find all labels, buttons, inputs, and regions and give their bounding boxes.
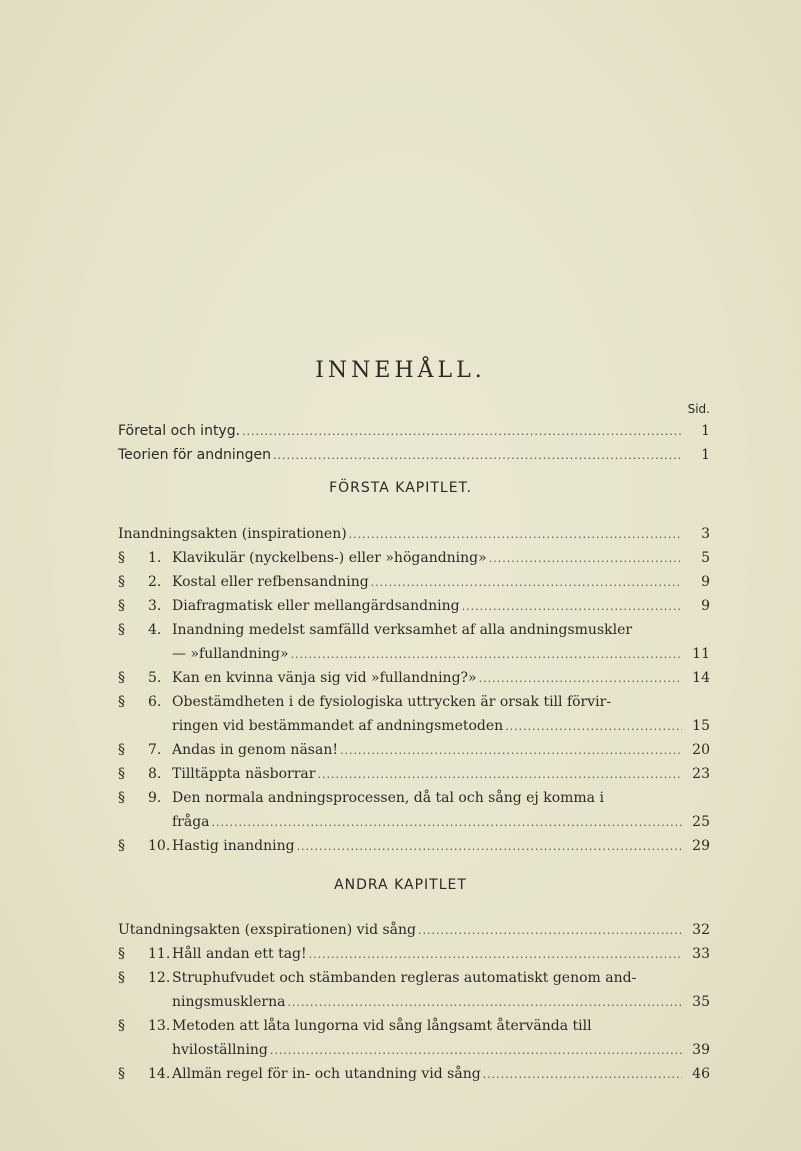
toc-entry-text: Hastig inandning — [172, 838, 295, 854]
leader-dots — [242, 420, 682, 444]
leader-dots — [489, 547, 682, 571]
toc-page-number: 25 — [692, 814, 710, 830]
toc-page-number: 1 — [701, 447, 710, 463]
toc-page-number: 46 — [692, 1066, 710, 1082]
section-number: 14. — [148, 1066, 171, 1082]
section-number: 2. — [148, 574, 162, 590]
toc-entry-section-6-cont[interactable] — [118, 714, 710, 738]
toc-entry-chapter2-lead[interactable] — [118, 918, 710, 942]
toc-entry-section-13[interactable] — [118, 1014, 710, 1038]
toc-entry-text: ningsmusklerna — [172, 994, 286, 1010]
toc-entry-text: Utandningsakten (exspirationen) vid sång — [118, 922, 416, 938]
toc-entry-text: Kostal eller refbensandning — [172, 574, 369, 590]
toc-page-number: 32 — [692, 922, 710, 938]
toc-entry-section-3[interactable] — [118, 594, 710, 618]
section-sign: § — [118, 970, 125, 986]
section-sign: § — [118, 598, 125, 614]
leader-dots — [371, 571, 682, 595]
leader-dots — [212, 811, 682, 835]
toc-page-number: 33 — [692, 946, 710, 962]
toc-entry-section-12[interactable] — [118, 966, 710, 990]
toc-entry-section-9[interactable] — [118, 786, 710, 810]
toc-entry-text: Den normala andningsprocessen, då tal och sång ej komma i — [172, 790, 604, 806]
section-number: 10. — [148, 838, 171, 854]
section-sign: § — [118, 670, 125, 686]
leader-dots — [287, 991, 682, 1015]
toc-entry-text: Teorien för andningen — [118, 447, 271, 463]
toc-entry-text: ringen vid bestämmandet af andningsmetoden — [172, 718, 504, 734]
section-sign: § — [118, 694, 125, 710]
chapter-heading-2: ANDRA KAPITLET — [334, 877, 467, 893]
section-number: 6. — [148, 694, 162, 710]
leader-dots — [297, 835, 682, 859]
toc-entry-section-1[interactable] — [118, 546, 710, 570]
leader-dots — [418, 919, 682, 943]
toc-entry-text: Håll andan ett tag! — [172, 946, 307, 962]
leader-dots — [273, 444, 682, 468]
toc-entry-section-13-cont[interactable] — [118, 1038, 710, 1062]
toc-entry-section-6[interactable] — [118, 690, 710, 714]
toc-page-number: 29 — [692, 838, 710, 854]
toc-entry-text: Andas in genom näsan! — [172, 742, 338, 758]
leader-dots — [309, 943, 682, 967]
section-sign: § — [118, 742, 125, 758]
leader-dots — [349, 523, 682, 547]
section-number: 3. — [148, 598, 162, 614]
toc-page-number: 35 — [692, 994, 710, 1010]
toc-page-number: 20 — [692, 742, 710, 758]
toc-page-number: 5 — [701, 550, 710, 566]
toc-entry-intro-1[interactable] — [118, 419, 710, 443]
toc-entry-text: hviloställning — [172, 1042, 268, 1058]
toc-page-number: 39 — [692, 1042, 710, 1058]
section-sign: § — [118, 946, 125, 962]
toc-entry-chapter1-lead[interactable] — [118, 522, 710, 546]
section-number: 1. — [148, 550, 162, 566]
page-column-label: Sid. — [687, 402, 710, 416]
leader-dots — [479, 667, 682, 691]
toc-page-number: 14 — [692, 670, 710, 686]
leader-dots — [270, 1039, 682, 1063]
page-title: INNEHÅLL. — [315, 358, 486, 383]
toc-entry-section-9-cont[interactable] — [118, 810, 710, 834]
toc-entry-section-8[interactable] — [118, 762, 710, 786]
leader-dots — [291, 643, 682, 667]
toc-page-number: 3 — [701, 526, 710, 542]
toc-entry-text: Klavikulär (nyckelbens-) eller »högandning» — [172, 550, 487, 566]
section-sign: § — [118, 790, 125, 806]
toc-entry-text: Struphufvudet och stämbanden regleras automatiskt genom and- — [172, 970, 637, 986]
toc-entry-text: Obestämdheten i de fysiologiska uttrycken är orsak till förvir- — [172, 694, 612, 710]
leader-dots — [340, 739, 682, 763]
toc-entry-section-10[interactable] — [118, 834, 710, 858]
section-sign: § — [118, 550, 125, 566]
toc-page-number: 11 — [692, 646, 710, 662]
toc-entry-text: Inandningsakten (inspirationen) — [118, 526, 347, 542]
toc-entry-section-11[interactable] — [118, 942, 710, 966]
toc-entry-text: Inandning medelst samfälld verksamhet af alla andningsmuskler — [172, 622, 633, 638]
toc-entry-text: — »fullandning» — [172, 646, 289, 662]
toc-page-number: 1 — [701, 423, 710, 439]
leader-dots — [317, 763, 682, 787]
chapter-heading-1: FÖRSTA KAPITLET. — [329, 480, 472, 496]
section-sign: § — [118, 1018, 125, 1034]
section-sign: § — [118, 574, 125, 590]
toc-page-number: 9 — [701, 598, 710, 614]
section-sign: § — [118, 766, 125, 782]
leader-dots — [462, 595, 682, 619]
section-number: 9. — [148, 790, 162, 806]
leader-dots — [505, 715, 682, 739]
toc-entry-text: Allmän regel för in- och utandning vid sång — [172, 1066, 481, 1082]
section-number: 5. — [148, 670, 162, 686]
toc-entry-text: Företal och intyg. — [118, 423, 241, 439]
toc-entry-section-2[interactable] — [118, 570, 710, 594]
toc-entry-text: fråga — [172, 814, 210, 830]
toc-entry-section-14[interactable] — [118, 1062, 710, 1086]
section-number: 13. — [148, 1018, 171, 1034]
toc-page-number: 23 — [692, 766, 710, 782]
section-number: 8. — [148, 766, 162, 782]
toc-entry-section-12-cont[interactable] — [118, 990, 710, 1014]
section-number: 7. — [148, 742, 162, 758]
toc-page-number: 9 — [701, 574, 710, 590]
section-sign: § — [118, 622, 125, 638]
toc-entry-text: Metoden att låta lungorna vid sång långsamt återvända till — [172, 1018, 592, 1034]
toc-entry-section-4-cont[interactable] — [118, 642, 710, 666]
toc-entry-section-4[interactable] — [118, 618, 710, 642]
section-number: 11. — [148, 946, 171, 962]
section-number: 12. — [148, 970, 171, 986]
toc-entry-text: Kan en kvinna vänja sig vid »fullandning?» — [172, 670, 477, 686]
toc-entry-section-7[interactable] — [118, 738, 710, 762]
toc-entry-text: Diafragmatisk eller mellangärdsandning — [172, 598, 460, 614]
section-sign: § — [118, 838, 125, 854]
toc-entry-intro-2[interactable] — [118, 443, 710, 467]
section-number: 4. — [148, 622, 162, 638]
toc-page-number: 15 — [692, 718, 710, 734]
section-sign: § — [118, 1066, 125, 1082]
leader-dots — [483, 1063, 682, 1087]
toc-entry-text: Tilltäppta näsborrar — [172, 766, 316, 782]
toc-entry-section-5[interactable] — [118, 666, 710, 690]
